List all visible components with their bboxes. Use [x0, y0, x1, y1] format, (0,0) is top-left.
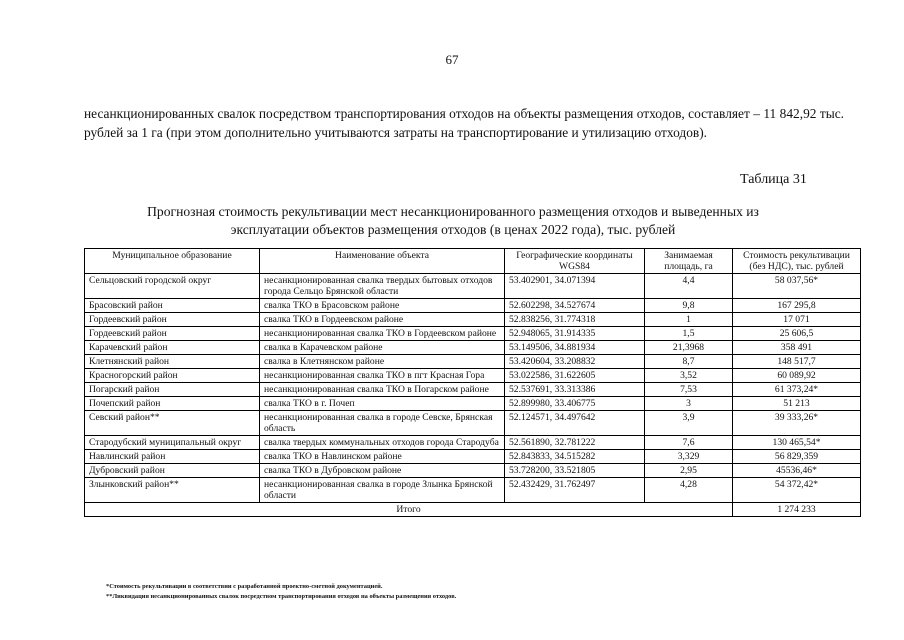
cell-object-name: свалка твердых коммунальных отходов города Стародуба	[260, 436, 505, 450]
table-body	[85, 274, 861, 503]
cell-cost: 51 213	[733, 397, 861, 411]
cell-cost: 358 491	[733, 341, 861, 355]
cell-object-name: свалка в Карачевском районе	[260, 341, 505, 355]
cell-cost: 45536,46*	[733, 464, 861, 478]
cell-area: 21,3968	[645, 341, 733, 355]
cell-object-name: несанкционированная свалка в городе Злынка Брянской области	[260, 478, 505, 503]
cell-coordinates: 52.899980, 33.406775	[505, 397, 645, 411]
cell-object-name: несанкционированная свалка ТКО в пгт Красная Гора	[260, 369, 505, 383]
header-coordinates: Географические координаты WGS84	[505, 249, 645, 274]
total-value: 1 274 233	[733, 503, 861, 517]
cell-coordinates: 52.602298, 34.527674	[505, 299, 645, 313]
cell-municipality: Клетнянский район	[85, 355, 260, 369]
cell-coordinates: 53.022586, 31.622605	[505, 369, 645, 383]
cell-municipality: Злынковский район**	[85, 478, 260, 503]
table-row	[85, 355, 861, 369]
cell-cost: 148 517,7	[733, 355, 861, 369]
cell-cost: 56 829,359	[733, 450, 861, 464]
table-row	[85, 327, 861, 341]
cell-municipality: Гордеевский район	[85, 313, 260, 327]
cell-municipality: Карачевский район	[85, 341, 260, 355]
cell-cost: 54 372,42*	[733, 478, 861, 503]
cell-area: 3,9	[645, 411, 733, 436]
table-row	[85, 369, 861, 383]
cell-coordinates: 52.124571, 34.497642	[505, 411, 645, 436]
cell-cost: 25 606,5	[733, 327, 861, 341]
header-area: Занимаемая площадь, га	[645, 249, 733, 274]
cell-coordinates: 53.149506, 34.881934	[505, 341, 645, 355]
table-header-row	[85, 249, 861, 274]
header-cost: Стоимость рекультивации (без НДС), тыс. рублей	[733, 249, 861, 274]
table-title: Прогнозная стоимость рекультивации мест несанкционированного размещения отходов и выведенных из эксплуатации объектов размещения отходов (в ценах 2022 года), тыс. рублей	[147, 204, 759, 237]
table-row	[85, 436, 861, 450]
cell-municipality: Брасовский район	[85, 299, 260, 313]
footnote-1: *Стоимость рекультивации в соответствии с разработанной проектно-сметной документацией.	[106, 583, 383, 590]
cell-municipality: Навлинский район	[85, 450, 260, 464]
header-object-name: Наименование объекта	[260, 249, 505, 274]
cell-coordinates: 52.432429, 31.762497	[505, 478, 645, 503]
cell-object-name: свалка ТКО в Дубровском районе	[260, 464, 505, 478]
cell-object-name: свалка в Клетнянском районе	[260, 355, 505, 369]
cell-area: 4,28	[645, 478, 733, 503]
cell-area: 3,329	[645, 450, 733, 464]
table-row	[85, 411, 861, 436]
table-row	[85, 383, 861, 397]
footnote-2: **Ликвидация несанкционированных свалок посредством транспортирования отходов на объекты размещения отходов.	[106, 593, 457, 600]
cell-coordinates: 52.838256, 31.774318	[505, 313, 645, 327]
cell-area: 9,8	[645, 299, 733, 313]
cell-area: 4,4	[645, 274, 733, 299]
cell-area: 3	[645, 397, 733, 411]
cell-area: 1,5	[645, 327, 733, 341]
cell-object-name: несанкционированная свалка твердых бытовых отходов города Сельцо Брянской области	[260, 274, 505, 299]
cell-cost: 167 295,8	[733, 299, 861, 313]
table-row	[85, 299, 861, 313]
cell-coordinates: 52.843833, 34.515282	[505, 450, 645, 464]
cell-area: 2,95	[645, 464, 733, 478]
cell-municipality: Красногорский район	[85, 369, 260, 383]
cell-object-name: свалка ТКО в г. Почеп	[260, 397, 505, 411]
cell-object-name: несанкционированная свалка ТКО в Погарском районе	[260, 383, 505, 397]
cell-municipality: Погарский район	[85, 383, 260, 397]
cell-municipality: Стародубский муниципальный округ	[85, 436, 260, 450]
cell-municipality: Сельцовский городской округ	[85, 274, 260, 299]
cell-coordinates: 52.537691, 33.313386	[505, 383, 645, 397]
cell-cost: 61 373,24*	[733, 383, 861, 397]
cell-cost: 17 071	[733, 313, 861, 327]
header-municipality: Муниципальное образование	[85, 249, 260, 274]
cell-object-name: несанкционированная свалка в городе Севске, Брянская область	[260, 411, 505, 436]
table-row	[85, 464, 861, 478]
table-row	[85, 450, 861, 464]
table-row	[85, 313, 861, 327]
page-number: 67	[445, 52, 459, 67]
table-row	[85, 397, 861, 411]
cell-area: 3,52	[645, 369, 733, 383]
cell-coordinates: 52.561890, 32.781222	[505, 436, 645, 450]
cell-object-name: несанкционированная свалка ТКО в Гордеевском районе	[260, 327, 505, 341]
footnotes	[106, 582, 456, 602]
cell-coordinates: 53.402901, 34.071394	[505, 274, 645, 299]
cell-municipality: Дубровский район	[85, 464, 260, 478]
cell-coordinates: 53.420604, 33.208832	[505, 355, 645, 369]
total-row	[85, 503, 861, 517]
cell-object-name: свалка ТКО в Брасовском районе	[260, 299, 505, 313]
table-row	[85, 478, 861, 503]
table-caption: Таблица 31	[740, 172, 807, 187]
cell-area: 7,53	[645, 383, 733, 397]
body-paragraph: несанкционированных свалок посредством транспортирования отходов на объекты размещения отходов, составляет – 11 842,92 тыс. рублей за 1 га (при этом дополнительно учитываются затраты на транспортирование и утилизацию отходов).	[84, 106, 844, 140]
cell-object-name: свалка ТКО в Навлинском районе	[260, 450, 505, 464]
cell-area: 7,6	[645, 436, 733, 450]
table-row	[85, 274, 861, 299]
cell-cost: 130 465,54*	[733, 436, 861, 450]
cell-area: 8,7	[645, 355, 733, 369]
cell-municipality: Гордеевский район	[85, 327, 260, 341]
cell-cost: 60 089,92	[733, 369, 861, 383]
cell-area: 1	[645, 313, 733, 327]
cell-coordinates: 52.948065, 31.914335	[505, 327, 645, 341]
cell-object-name: свалка ТКО в Гордеевском районе	[260, 313, 505, 327]
total-label: Итого	[85, 503, 733, 517]
cell-municipality: Почепский район	[85, 397, 260, 411]
cost-table	[84, 248, 861, 517]
cell-cost: 58 037,56*	[733, 274, 861, 299]
table-row	[85, 341, 861, 355]
cell-municipality: Севский район**	[85, 411, 260, 436]
cell-coordinates: 53.728200, 33.521805	[505, 464, 645, 478]
cell-cost: 39 333,26*	[733, 411, 861, 436]
